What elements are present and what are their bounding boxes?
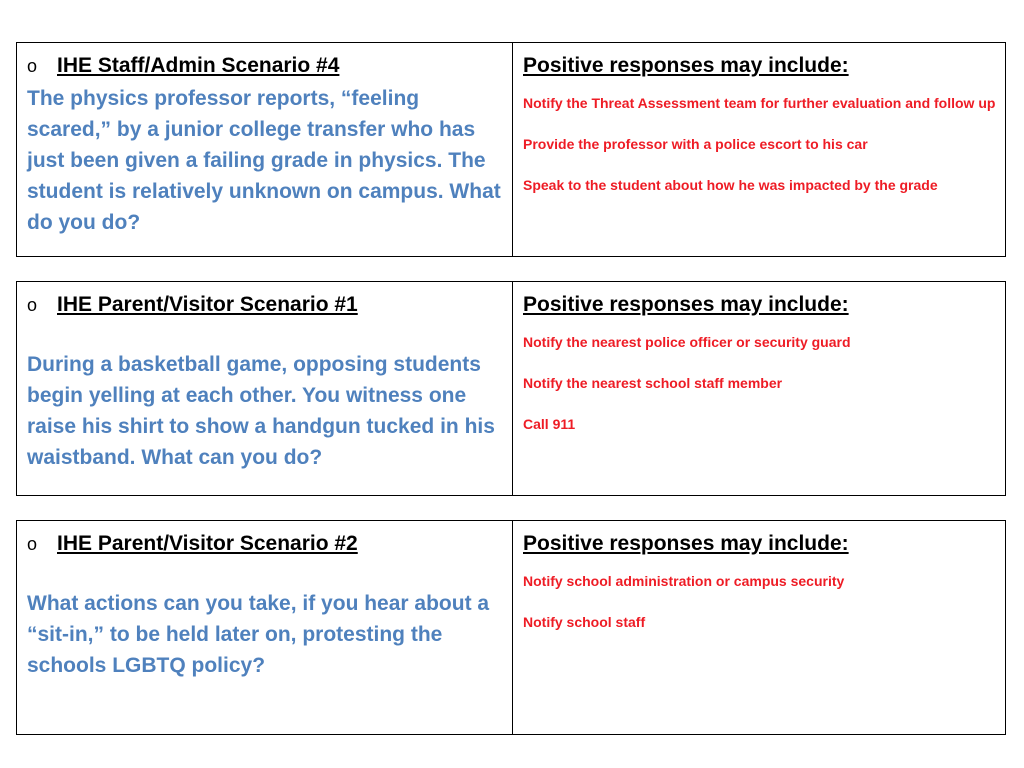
scenario-description: During a basketball game, opposing students begin yelling at each other. You witness one raise his shirt to show a handgun tucked in his waistband. What can you do? [27,353,495,469]
responses-cell [513,282,1005,495]
response-item: Speak to the student about how he was impacted by the grade [523,177,938,193]
responses-heading: Positive responses may include: [523,54,849,77]
responses-heading: Positive responses may include: [523,293,849,316]
scenario-table-1 [16,42,1006,257]
response-item: Notify school administration or campus security [523,573,845,589]
bullet-icon: o [27,56,38,76]
responses-list [523,93,997,195]
response-item: Notify the nearest police officer or security guard [523,334,851,350]
scenario-heading [27,292,504,318]
scenario-title: IHE Parent/Visitor Scenario #2 [57,532,358,555]
response-item: Notify the Threat Assessment team for further evaluation and follow up [523,95,996,111]
scenario-table-3 [16,520,1006,735]
scenario-description: The physics professor reports, “feeling scared,” by a junior college transfer who has just been given a failing grade in physics. The student is relatively unknown on campus. What do you do? [27,87,501,234]
response-item: Call 911 [523,416,576,432]
response-item: Notify school staff [523,614,646,630]
response-item: Notify the nearest school staff member [523,375,783,391]
scenario-table-2 [16,281,1006,496]
responses-cell [513,43,1005,256]
scenario-cell [17,43,513,256]
scenario-cell [17,282,513,495]
responses-heading: Positive responses may include: [523,532,849,555]
bullet-icon: o [27,534,38,554]
scenario-heading [27,53,504,79]
scenario-description: What actions can you take, if you hear about a “sit-in,” to be held later on, protesting the schools LGBTQ policy? [27,592,490,677]
scenario-title: IHE Staff/Admin Scenario #4 [57,54,340,77]
bullet-icon: o [27,295,38,315]
responses-list [523,332,997,434]
scenario-heading [27,531,504,557]
scenario-cell [17,521,513,734]
responses-list [523,571,997,632]
responses-cell [513,521,1005,734]
scenario-title: IHE Parent/Visitor Scenario #1 [57,293,358,316]
response-item: Provide the professor with a police escort to his car [523,136,868,152]
